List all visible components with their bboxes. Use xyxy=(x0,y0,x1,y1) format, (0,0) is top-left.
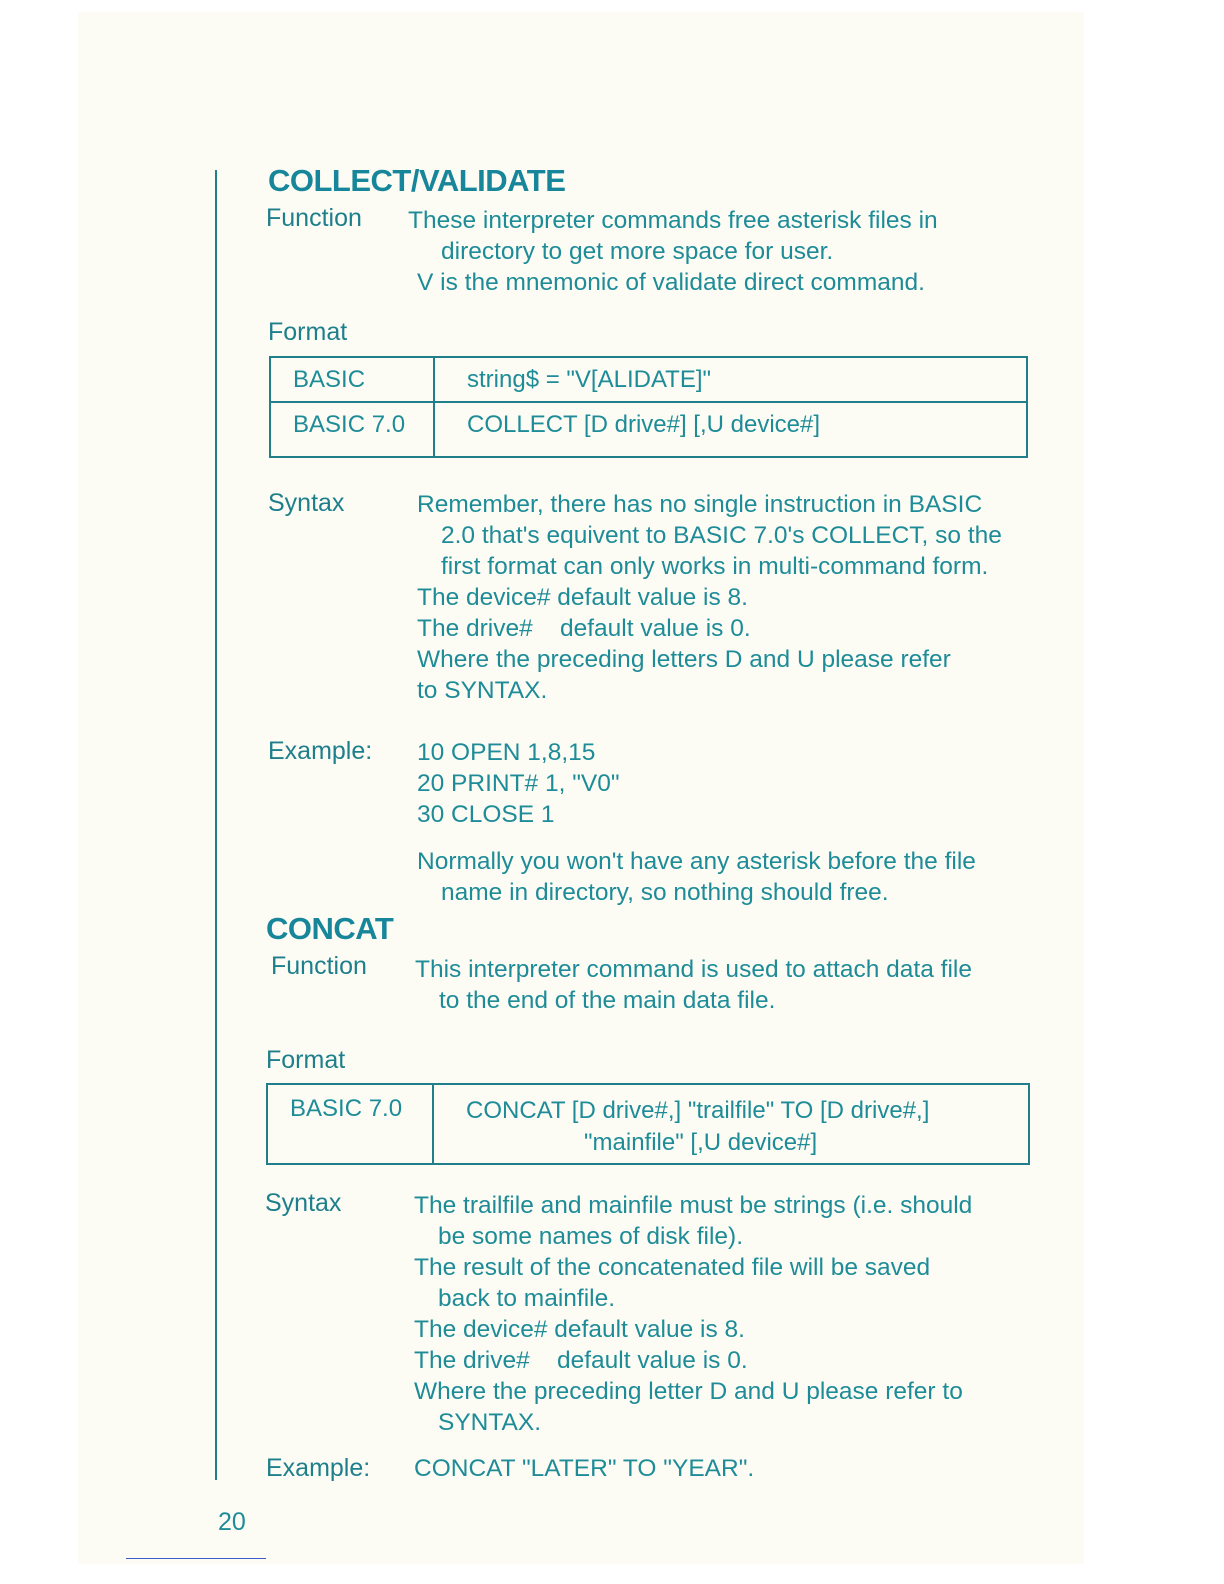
collect-format-label: Format xyxy=(268,318,348,346)
format-syntax-line: CONCAT [D drive#,] "trailfile" TO [D drive#,] xyxy=(466,1097,930,1124)
concat-syntax-text xyxy=(414,1190,972,1438)
format-platform-cell: BASIC 7.0 xyxy=(270,402,434,457)
collect-function-text xyxy=(408,205,938,298)
concat-syntax-line: The drive# default value is 0. xyxy=(414,1347,748,1374)
concat-example-code: CONCAT "LATER" TO "YEAR". xyxy=(414,1455,755,1482)
concat-function-label: Function xyxy=(271,952,367,980)
collect-syntax-line: Remember, there has no single instruction in BASIC xyxy=(417,491,983,518)
collect-syntax-text xyxy=(417,489,1002,706)
format-syntax-cell xyxy=(433,1084,1029,1164)
concat-syntax-line: be some names of disk file). xyxy=(438,1223,744,1250)
format-platform-cell: BASIC xyxy=(270,357,434,402)
concat-syntax-line: The trailfile and mainfile must be strings (i.e. should xyxy=(414,1192,973,1219)
concat-title: CONCAT xyxy=(266,911,394,946)
concat-syntax-line: The result of the concatenated file will be saved xyxy=(414,1254,931,1281)
format-platform-cell: BASIC 7.0 xyxy=(267,1084,433,1164)
collect-example-line: 10 OPEN 1,8,15 xyxy=(417,739,596,766)
collect-note-line: Normally you won't have any asterisk before the file xyxy=(417,848,976,875)
collect-syntax-line: The device# default value is 8. xyxy=(417,584,748,611)
format-syntax-line: "mainfile" [,U device#] xyxy=(584,1129,818,1156)
table-row xyxy=(270,357,1027,402)
concat-syntax-line: SYNTAX. xyxy=(438,1409,542,1436)
concat-syntax-line: back to mainfile. xyxy=(438,1285,616,1312)
concat-format-table xyxy=(266,1083,1030,1165)
collect-syntax-line: first format can only works in multi-command form. xyxy=(441,553,989,580)
collect-format-table xyxy=(269,356,1028,458)
table-row xyxy=(267,1084,1029,1164)
table-row xyxy=(270,402,1027,457)
concat-function-line: to the end of the main data file. xyxy=(439,987,776,1014)
format-syntax-cell: string$ = "V[ALIDATE]" xyxy=(434,357,1027,402)
collect-syntax-line: Where the preceding letters D and U please refer xyxy=(417,646,951,673)
concat-function-text xyxy=(415,954,972,1016)
collect-note-text xyxy=(417,846,976,908)
collect-function-line: directory to get more space for user. xyxy=(441,238,834,265)
collect-function-line: V is the mnemonic of validate direct command. xyxy=(417,269,925,296)
concat-function-line: This interpreter command is used to attach data file xyxy=(415,956,972,983)
collect-function-line: These interpreter commands free asterisk files in xyxy=(408,207,938,234)
margin-rule xyxy=(215,170,217,1480)
collect-title: COLLECT/VALIDATE xyxy=(268,163,566,198)
collect-example-code xyxy=(417,737,620,830)
collect-example-label: Example: xyxy=(268,737,373,765)
collect-example-line: 20 PRINT# 1, "V0" xyxy=(417,770,620,797)
concat-example-label: Example: xyxy=(266,1454,371,1482)
concat-syntax-line: Where the preceding letter D and U please refer to xyxy=(414,1378,963,1405)
page-number: 20 xyxy=(218,1508,246,1536)
format-syntax-cell: COLLECT [D drive#] [,U device#] xyxy=(434,402,1027,457)
concat-syntax-label: Syntax xyxy=(265,1189,342,1217)
concat-syntax-line: The device# default value is 8. xyxy=(414,1316,745,1343)
concat-format-label: Format xyxy=(266,1046,346,1074)
collect-syntax-label: Syntax xyxy=(268,489,345,517)
collect-syntax-line: 2.0 that's equivent to BASIC 7.0's COLLECT, so the xyxy=(441,522,1002,549)
collect-note-line: name in directory, so nothing should free. xyxy=(441,879,889,906)
collect-example-line: 30 CLOSE 1 xyxy=(417,801,555,828)
footer-rule xyxy=(126,1558,266,1559)
collect-syntax-line: to SYNTAX. xyxy=(417,677,548,704)
collect-function-label: Function xyxy=(266,204,362,232)
collect-syntax-line: The drive# default value is 0. xyxy=(417,615,751,642)
